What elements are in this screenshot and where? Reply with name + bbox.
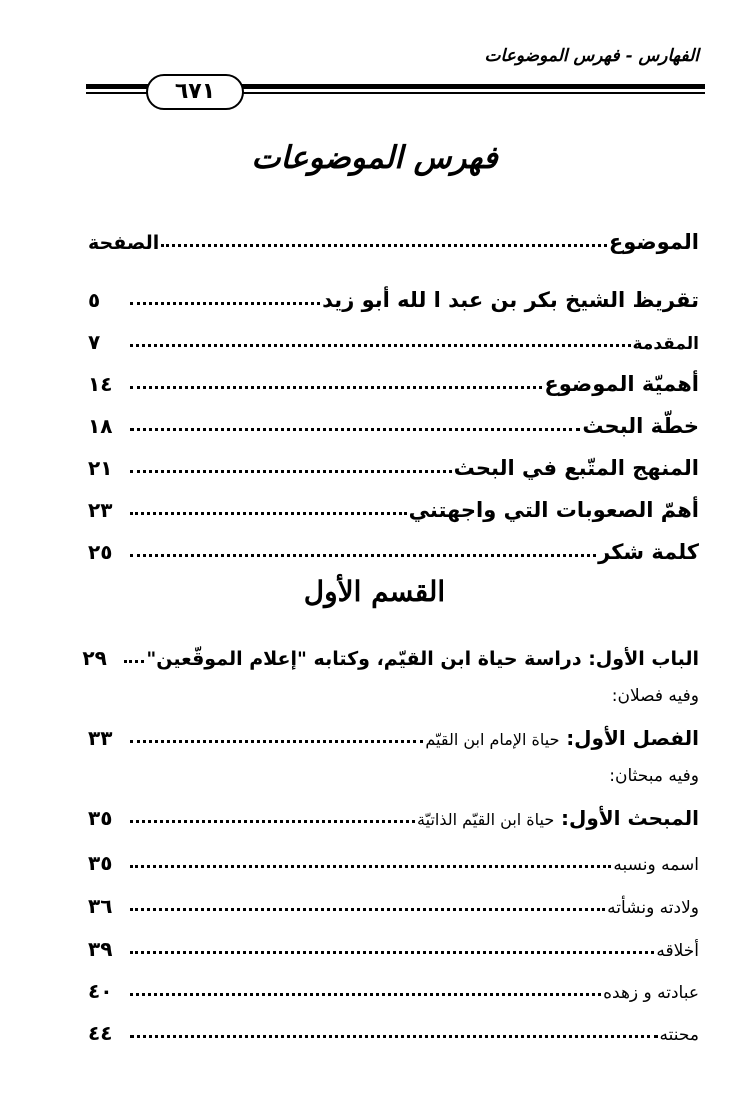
- toc-entry-title: أخلاقه: [656, 941, 699, 961]
- leader-dots: [130, 908, 605, 911]
- topic-column-label: الموضوع: [608, 230, 699, 254]
- toc-entry-title: محنته: [659, 1025, 699, 1045]
- index-title: فهرس الموضوعات: [251, 140, 498, 176]
- leader-dots: [124, 660, 144, 663]
- leader-dots: [130, 865, 611, 868]
- toc-entry-title: عبادته و زهده: [603, 983, 699, 1003]
- toc-entry: [88, 448, 699, 480]
- leader-dots: [130, 1035, 658, 1038]
- leader-dots: [130, 740, 423, 743]
- toc-entry-page: ٧: [88, 330, 101, 354]
- toc-entry-page: ٣٩: [88, 937, 113, 961]
- toc-entry-title: خطّة البحث: [582, 414, 699, 438]
- leader-dots: [161, 244, 607, 247]
- subsection-entry: [88, 798, 699, 830]
- toc-entry-page: ٣٦: [88, 894, 113, 918]
- leader-dots: [130, 554, 596, 557]
- toc-entry-page: ٢١: [88, 456, 113, 480]
- toc-entry-title: [425, 726, 699, 750]
- leader-dots: [130, 344, 631, 347]
- toc-entry: [88, 1013, 699, 1045]
- toc-entry-page: ٣٣: [88, 726, 113, 750]
- toc-entry-page: ١٨: [88, 414, 113, 438]
- toc-entry-title: أهمّ الصعوبات التي واجهتني: [408, 498, 699, 522]
- toc-entry-page: ٤٤: [88, 1021, 113, 1045]
- chapter-note: وفيه فصلان:: [611, 686, 699, 706]
- section-entry: [88, 718, 699, 750]
- toc-entry-title: المنهج المتّبع في البحث: [453, 456, 699, 480]
- toc-entry-page: ٢٥: [88, 540, 113, 564]
- running-head: الفهارس - فهرس الموضوعات: [484, 46, 699, 66]
- toc-entry-page: ٢٩: [82, 646, 107, 670]
- toc-entry-title: ولادته ونشأته: [607, 898, 699, 918]
- toc-entry-title: [417, 806, 699, 830]
- toc-entry-title: المقدمة: [632, 334, 699, 354]
- toc-entry-title: أهميّة الموضوع: [544, 372, 699, 396]
- toc-entry: [88, 364, 699, 396]
- toc-entry-page: ١٤: [88, 372, 113, 396]
- leader-dots: [130, 951, 654, 954]
- entry-lead: الفصل الأول:: [566, 726, 699, 750]
- leader-dots: [130, 428, 580, 431]
- leader-dots: [130, 386, 542, 389]
- page-number-badge: ٦٧١: [146, 74, 244, 110]
- entry-lead: المبحث الأول:: [560, 806, 699, 830]
- part-heading: القسم الأول: [303, 575, 446, 608]
- section-note: وفيه مبحثان:: [609, 766, 699, 786]
- toc-entry: [88, 322, 699, 354]
- entry-rest: حياة ابن القيّم الذاتيّة: [417, 810, 555, 829]
- leader-dots: [130, 820, 415, 823]
- toc-entry-page: ٢٣: [88, 498, 113, 522]
- toc-entry-title: كلمة شكر: [598, 540, 699, 564]
- toc-entry-title: الباب الأول: دراسة حياة ابن القيّم، وكتابه "إعلام الموقّعين": [146, 648, 699, 670]
- toc-entry-title: اسمه ونسبه: [613, 855, 699, 875]
- leader-dots: [130, 993, 601, 996]
- toc-entry-page: ٤٠: [88, 979, 113, 1003]
- toc-header-row: [88, 222, 699, 254]
- leader-dots: [130, 302, 320, 305]
- chapter-entry: [82, 638, 699, 670]
- entry-rest: حياة الإمام ابن القيّم: [425, 730, 560, 749]
- toc-entry: [88, 843, 699, 875]
- toc-entry-title: تقريظ الشيخ بكر بن عبد ا لله أبو زيد: [322, 288, 699, 312]
- toc-entry-page: ٣٥: [88, 806, 113, 830]
- toc-entry: [88, 886, 699, 918]
- toc-entry: [88, 280, 699, 312]
- leader-dots: [130, 470, 452, 473]
- toc-entry-page: ٥: [88, 288, 101, 312]
- page-column-label: الصفحة: [88, 232, 160, 254]
- toc-entry-page: ٣٥: [88, 851, 113, 875]
- leader-dots: [130, 512, 407, 515]
- toc-entry: [88, 971, 699, 1003]
- toc-entry: [88, 406, 699, 438]
- toc-entry: [88, 929, 699, 961]
- toc-entry: [88, 490, 699, 522]
- toc-entry: [88, 532, 699, 564]
